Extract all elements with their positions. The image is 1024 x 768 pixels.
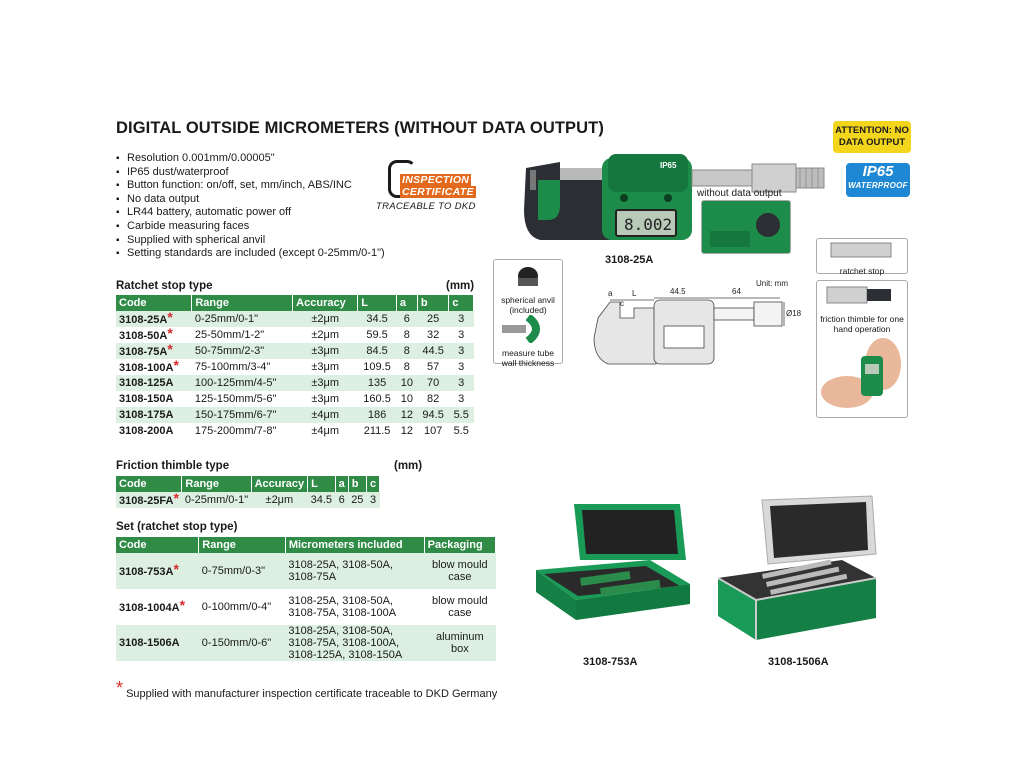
column-header: Range: [199, 537, 286, 553]
certificate-star-icon: *: [173, 356, 179, 373]
code-cell: [116, 553, 199, 589]
range-cell: 50-75mm/2-3": [192, 343, 293, 359]
included-line: 3108-75A, 3108-100A: [288, 607, 397, 619]
column-header: a: [396, 295, 417, 311]
included-line: 3108-75A, 3108-100A,: [288, 637, 400, 649]
packaging-line: aluminum: [435, 631, 484, 643]
code-cell: [116, 423, 192, 439]
column-header: c: [366, 476, 379, 492]
L-cell: 34.5: [308, 492, 335, 508]
feature-list: [116, 152, 385, 261]
packaging-cell: [424, 589, 495, 625]
dim-L-label: L: [632, 289, 637, 298]
included-cell: [285, 625, 424, 661]
table-row: [116, 625, 496, 661]
range-cell: 0-25mm/0-1": [182, 492, 251, 508]
feature-item: ▪ Supplied with spherical anvil: [116, 234, 385, 248]
hand-operation-photo: [817, 334, 907, 418]
c-cell: 5.5: [449, 407, 474, 423]
included-line: 3108-75A: [288, 571, 337, 583]
a-cell: 10: [400, 393, 413, 405]
packaging-line: case: [448, 607, 472, 619]
L-cell: 160.5: [363, 393, 391, 405]
b-cell: 57: [427, 361, 440, 373]
b-cell: 94.5: [417, 407, 449, 423]
b-cell: 70: [417, 375, 449, 391]
a-cell: 6: [396, 311, 417, 327]
case-1506-caption: 3108-1506A: [768, 656, 829, 668]
code-cell: [116, 407, 192, 423]
column-header: Range: [182, 476, 251, 492]
column-header: Code: [116, 476, 182, 492]
c-cell: 5.5: [453, 425, 469, 437]
feature-item: ▪ Carbide measuring faces: [116, 220, 385, 234]
case-753-caption: 3108-753A: [583, 656, 638, 668]
column-header: Accuracy: [251, 476, 308, 492]
c-cell: 3: [458, 393, 465, 405]
code-cell: [116, 625, 199, 661]
L-cell: 84.5: [358, 343, 397, 359]
c-cell: 3: [458, 361, 465, 373]
c-cell: 3: [449, 311, 474, 327]
ratchet-section-heading: Ratchet stop type: [116, 280, 213, 292]
code-cell: [116, 356, 192, 375]
certificate-star-icon: *: [167, 324, 173, 341]
c-cell: 3: [449, 343, 474, 359]
code-cell: [116, 340, 192, 359]
packaging-line: blow mould: [432, 559, 488, 571]
L-cell: 135: [358, 375, 397, 391]
a-cell: 6: [335, 492, 348, 508]
included-line: 3108-25A, 3108-50A,: [288, 595, 393, 607]
certificate-line1: INSPECTION: [402, 174, 470, 186]
footnote-text: Supplied with manufacturer inspection certificate traceable to DKD Germany: [126, 688, 498, 700]
a-cell: 8: [403, 361, 410, 373]
acc-cell: ±2μm: [251, 492, 308, 508]
packaging-line: box: [450, 643, 469, 655]
packaging-line: case: [448, 571, 472, 583]
code-text: 3108-25FA: [119, 494, 174, 507]
a-cell: 12: [396, 407, 417, 423]
certificate-line2: CERTIFICATE: [402, 186, 474, 198]
spherical-anvil-inset: [493, 259, 563, 368]
L-cell: 109.5: [363, 361, 391, 373]
feature-item: ▪ IP65 dust/waterproof: [116, 166, 385, 180]
b-cell: 82: [427, 393, 440, 405]
L-cell: 186: [358, 407, 397, 423]
column-header: a: [335, 476, 348, 492]
b-cell: 25: [348, 492, 366, 508]
a-cell: 12: [400, 425, 413, 437]
code-text: 3108-75A: [119, 345, 168, 358]
without-output-caption: without data output: [697, 188, 782, 199]
table-row: [116, 391, 474, 407]
attention-badge: ATTENTION: NO DATA OUTPUT: [833, 121, 911, 153]
friction-table: [116, 476, 380, 508]
display-readout: 8.002: [624, 215, 673, 234]
range-cell: 175-200mm/7-8": [194, 425, 277, 437]
b-cell: 107: [423, 425, 443, 437]
feature-item: ▪ LR44 battery, automatic power off: [116, 206, 385, 220]
dim-44-5-label: 44.5: [670, 287, 686, 296]
acc-cell: ±2μm: [311, 329, 340, 341]
table-row: [116, 343, 474, 359]
ip65-badge-title: IP65: [862, 163, 894, 180]
c-cell: 3: [366, 492, 379, 508]
acc-cell: ±3μm: [311, 361, 340, 373]
column-header: Accuracy: [293, 295, 358, 311]
code-text: 3108-1004A: [119, 601, 180, 614]
included-line: 3108-25A, 3108-50A,: [288, 559, 393, 571]
range-cell: 75-100mm/3-4": [194, 361, 271, 373]
footnote: [116, 678, 498, 700]
code-cell: [116, 324, 192, 343]
column-header: c: [449, 295, 474, 311]
c-cell: 3: [458, 329, 465, 341]
code-cell: [116, 375, 192, 391]
code-cell: [116, 589, 199, 625]
included-cell: [285, 553, 424, 589]
page-title: DIGITAL OUTSIDE MICROMETERS (WITHOUT DATA OUTPUT): [116, 119, 604, 137]
set-section-heading: Set (ratchet stop type): [116, 521, 238, 533]
friction-thimble-inset: [816, 280, 908, 418]
spherical-anvil-caption: spherical anvil (included): [501, 295, 555, 315]
ip65-badge-sub: WATERPROOF: [848, 181, 908, 190]
column-header: b: [417, 295, 449, 311]
table-row: [116, 375, 474, 391]
column-header: Micrometers included: [285, 537, 424, 553]
column-header: b: [348, 476, 366, 492]
acc-cell: ±3μm: [293, 343, 358, 359]
range-cell: 0-75mm/0-3": [199, 553, 286, 589]
packaging-line: blow mould: [432, 595, 488, 607]
range-cell: 150-175mm/6-7": [192, 407, 293, 423]
included-line: 3108-125A, 3108-150A: [288, 649, 403, 661]
b-cell: 25: [417, 311, 449, 327]
certificate-star-icon: *: [179, 596, 186, 613]
acc-cell: ±4μm: [293, 407, 358, 423]
b-cell: 44.5: [417, 343, 449, 359]
range-cell: 0-100mm/0-4": [201, 601, 272, 613]
a-cell: 8: [396, 343, 417, 359]
feature-item: ▪ No data output: [116, 193, 385, 207]
ratchet-unit: (mm): [446, 280, 475, 292]
friction-section-heading: Friction thimble type: [116, 460, 230, 472]
range-cell: 100-125mm/4-5": [192, 375, 293, 391]
code-text: 3108-125A: [119, 377, 174, 389]
L-cell: 211.5: [363, 425, 391, 437]
certificate-star-icon: *: [167, 308, 173, 325]
acc-cell: ±3μm: [293, 375, 358, 391]
ratchet-table: [116, 295, 474, 439]
dim-c-label: c: [620, 299, 624, 308]
display-closeup-image: [701, 200, 791, 254]
table-row: [116, 423, 474, 439]
b-cell: 32: [427, 329, 440, 341]
table-row: [116, 359, 474, 375]
dim-a-label: a: [608, 289, 613, 298]
range-cell: 25-50mm/1-2": [194, 329, 265, 341]
packaging-cell: [424, 625, 495, 661]
body-ip-label: IP65: [660, 161, 677, 170]
dim-64-label: 64: [732, 287, 741, 296]
code-cell: [116, 489, 182, 508]
code-cell: [116, 391, 192, 407]
code-text: 3108-175A: [119, 409, 174, 421]
certificate-star-icon: *: [173, 560, 179, 577]
acc-cell: ±3μm: [311, 393, 340, 405]
code-text: 3108-100A: [119, 361, 174, 374]
set-table: [116, 537, 496, 661]
ratchet-stop-inset: [816, 238, 908, 274]
L-cell: 34.5: [358, 311, 397, 327]
range-cell: 125-150mm/5-6": [194, 393, 277, 405]
ratchet-stop-caption: ratchet stop: [839, 266, 885, 276]
ip65-badge: [846, 163, 910, 197]
feature-item: ▪ Button function: on/off, set, mm/inch, ABS/INC: [116, 179, 385, 193]
packaging-cell: [424, 553, 495, 589]
c-cell: 3: [449, 375, 474, 391]
certificate-star-icon: *: [167, 340, 173, 357]
L-cell: 59.5: [366, 329, 388, 341]
code-text: 3108-50A: [119, 329, 168, 342]
table-row: [116, 553, 496, 589]
inspection-certificate-logo: [376, 160, 498, 212]
case-1506-photo: [712, 494, 880, 654]
column-header: Code: [116, 295, 192, 311]
table-row: [116, 492, 380, 508]
code-text: 3108-1506A: [119, 637, 180, 649]
code-text: 3108-25A: [119, 313, 168, 326]
column-header: L: [358, 295, 397, 311]
certificate-sub: TRACEABLE TO DKD: [376, 201, 476, 212]
case-753-photo: [530, 500, 690, 650]
code-text: 3108-753A: [119, 565, 174, 578]
dim-18-label: Ø18: [786, 309, 802, 318]
code-cell: [116, 308, 192, 327]
feature-item: ▪ Resolution 0.001mm/0.00005": [116, 152, 385, 166]
code-text: 3108-200A: [119, 425, 174, 437]
a-cell: 10: [396, 375, 417, 391]
a-cell: 8: [403, 329, 410, 341]
table-row: [116, 589, 496, 625]
table-row: [116, 407, 474, 423]
friction-unit: (mm): [394, 460, 423, 472]
friction-thimble-caption: friction thimble for one hand operation: [820, 314, 904, 334]
footnote-star: *: [116, 678, 124, 698]
included-line: 3108-25A, 3108-50A,: [288, 625, 393, 637]
acc-cell: ±4μm: [311, 425, 340, 437]
acc-cell: ±2μm: [293, 311, 358, 327]
column-header: Range: [192, 295, 293, 311]
column-header: L: [308, 476, 335, 492]
measure-tube-caption: measure tube wall thickness: [501, 348, 555, 368]
certificate-star-icon: *: [173, 489, 179, 506]
included-cell: [285, 589, 424, 625]
feature-item: ▪ Setting standards are included (except 0-25mm/0-1"): [116, 247, 385, 261]
unit-label: Unit: mm: [756, 279, 788, 288]
range-cell: 0-150mm/0-6": [199, 625, 286, 661]
code-text: 3108-150A: [119, 393, 174, 405]
column-header: Code: [116, 537, 199, 553]
main-product-caption: 3108-25A: [605, 254, 654, 266]
dimension-drawing: [580, 278, 812, 378]
range-cell: 0-25mm/0-1": [192, 311, 293, 327]
column-header: Packaging: [424, 537, 495, 553]
